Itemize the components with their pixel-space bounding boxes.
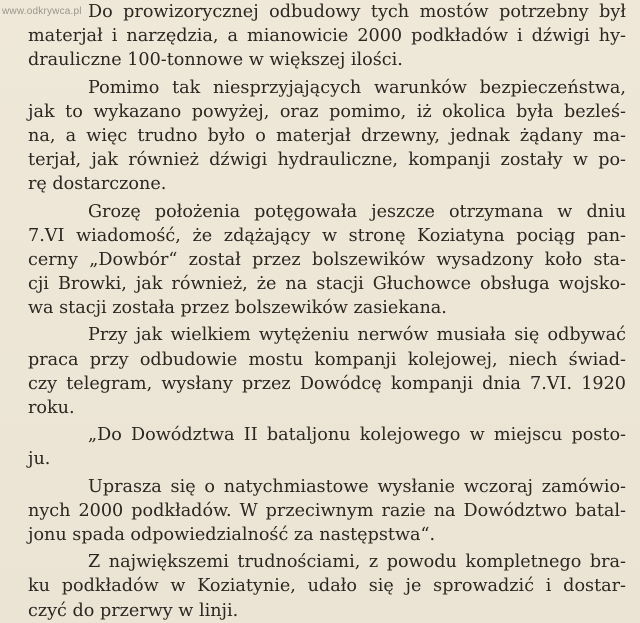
- paragraph-2: [28, 76, 626, 197]
- text-line: ku podkładów w Koziatynie, udało się je sprowadzić i dostar-: [28, 576, 626, 597]
- paragraph-3: [28, 200, 626, 321]
- text-line: materjał i narzędzia, a mianowicie 2000 podkładów i dźwigi hy-: [28, 26, 626, 47]
- text-line: czy telegram, wysłany przez Dowódcę kompanji dnia 7.VI. 1920: [28, 373, 626, 394]
- text-line: praca przy odbudowie mostu kompanji kolejowej, niech świad-: [28, 349, 626, 370]
- text-line: rę dostarczone.: [28, 174, 167, 195]
- text-line: Uprasza się o natychmiastowe wysłanie wczoraj zamówio-: [88, 476, 626, 497]
- text-line: drauliczne 100-tonnowe w większej ilości.: [28, 50, 403, 71]
- text-line: roku.: [28, 398, 75, 418]
- text-line: ju.: [28, 449, 51, 470]
- paragraph-4: [28, 323, 626, 420]
- text-line: „Do Dowództwa II bataljonu kolejowego w miejscu posto-: [88, 425, 626, 446]
- text-line: cji Browki, jak również, że na stacji Głuchowce obsługa wojsko-: [28, 274, 626, 295]
- text-line: Do prowizorycznej odbudowy tych mostów potrzebny był: [88, 2, 626, 22]
- text-line: jak to wykazano powyżej, oraz pomimo, iż okolica była bezleś-: [28, 101, 626, 122]
- text-line: Z największemi trudnościami, z powodu kompletnego bra-: [88, 552, 626, 573]
- text-line: jonu spada odpowiedzialność za następstwa“.: [28, 524, 436, 545]
- paragraph-5: [28, 423, 626, 471]
- text-line: cerny „Dowbór“ został przez bolszewików wysadzony koło sta-: [28, 249, 626, 270]
- paragraph-6: [28, 475, 626, 548]
- paragraph-7: [28, 550, 626, 623]
- text-line: wa stacji została przez bolszewików zasiekana.: [28, 298, 447, 319]
- text-line: Grozę położenia potęgowała jeszcze otrzymana w dniu: [88, 201, 626, 222]
- text-line: czyć do przerwy w linji.: [28, 600, 239, 621]
- text-line: terjał, jak również dźwigi hydrauliczne, kompanji zostały w po-: [28, 150, 626, 171]
- text-line: Pomimo tak niesprzyjających warunków bezpieczeństwa,: [88, 77, 626, 98]
- text-line: na, a więc trudno było o materjał drzewny, jednak żądany ma-: [28, 125, 626, 146]
- text-line: nych 2000 podkładów. W przeciwnym razie na Dowództwo batal-: [28, 500, 626, 521]
- text-line: 7.VI wiadomość, że zdążający w stronę Koziatyna pociąg pan-: [28, 225, 626, 246]
- watermark-text: www.odkrywca.pl: [2, 6, 82, 17]
- text-line: Przy jak wielkiem wytężeniu nerwów musiała się odbywać: [88, 325, 626, 346]
